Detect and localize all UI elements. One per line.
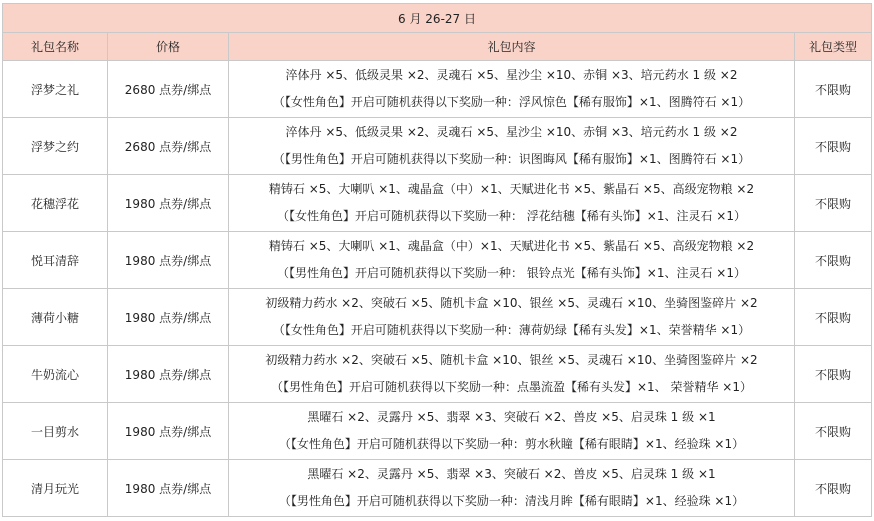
pack-type-cell: 不限购 bbox=[795, 232, 872, 289]
pack-type-cell: 不限购 bbox=[795, 61, 872, 118]
pack-type-cell: 不限购 bbox=[795, 346, 872, 403]
pack-name-cell: 一目剪水 bbox=[3, 403, 108, 460]
content-line-items: 精铸石 ×5、大喇叭 ×1、魂晶盒（中）×1、天赋进化书 ×5、紫晶石 ×5、高级宠物粮 ×2 bbox=[268, 182, 755, 196]
content-line-items: 淬体丹 ×5、低级灵果 ×2、灵魂石 ×5、星沙尘 ×10、赤铜 ×3、培元药水 1 级 ×2 bbox=[285, 68, 738, 82]
content-line-items: 黑曜石 ×2、灵露丹 ×5、翡翠 ×3、突破石 ×2、兽皮 ×5、启灵珠 1 级 ×1 bbox=[307, 467, 716, 481]
content-line-items: 黑曜石 ×2、灵露丹 ×5、翡翠 ×3、突破石 ×2、兽皮 ×5、启灵珠 1 级 ×1 bbox=[307, 410, 716, 424]
table-row bbox=[3, 175, 872, 232]
date-title: 6 月 26-27 日 bbox=[3, 4, 872, 33]
pack-content-cell bbox=[229, 118, 795, 175]
table-row bbox=[3, 460, 872, 517]
pack-type-cell: 不限购 bbox=[795, 460, 872, 517]
table-row bbox=[3, 232, 872, 289]
pack-name-cell: 浮梦之礼 bbox=[3, 61, 108, 118]
pack-content-cell bbox=[229, 61, 795, 118]
table-row bbox=[3, 346, 872, 403]
pack-name-cell: 花穗浮花 bbox=[3, 175, 108, 232]
pack-content-cell bbox=[229, 346, 795, 403]
pack-content-cell bbox=[229, 232, 795, 289]
header-pack-content: 礼包内容 bbox=[229, 33, 795, 61]
pack-content-cell bbox=[229, 460, 795, 517]
price-cell: 1980 点券/绑点 bbox=[108, 460, 229, 517]
header-row bbox=[3, 33, 872, 61]
gift-pack-table bbox=[2, 3, 872, 517]
header-pack-name: 礼包名称 bbox=[3, 33, 108, 61]
price-cell: 1980 点券/绑点 bbox=[108, 289, 229, 346]
price-cell: 2680 点券/绑点 bbox=[108, 118, 229, 175]
content-line-items: 精铸石 ×5、大喇叭 ×1、魂晶盒（中）×1、天赋进化书 ×5、紫晶石 ×5、高级宠物粮 ×2 bbox=[268, 239, 755, 253]
table-row bbox=[3, 61, 872, 118]
pack-type-cell: 不限购 bbox=[795, 175, 872, 232]
pack-name-cell: 浮梦之约 bbox=[3, 118, 108, 175]
pack-content-cell bbox=[229, 289, 795, 346]
header-pack-type: 礼包类型 bbox=[795, 33, 872, 61]
pack-content-cell bbox=[229, 403, 795, 460]
price-cell: 1980 点券/绑点 bbox=[108, 403, 229, 460]
table-row bbox=[3, 118, 872, 175]
price-cell: 1980 点券/绑点 bbox=[108, 232, 229, 289]
content-line-items: 初级精力药水 ×2、突破石 ×5、随机卡盒 ×10、银丝 ×5、灵魂石 ×10、坐骑图鉴碎片 ×2 bbox=[265, 296, 758, 310]
content-line-random-reward: （【女性角色】开启可随机获得以下奖励一种： 浮花结穗【稀有头饰】×1、注灵石 ×1） bbox=[276, 209, 746, 223]
content-line-items: 淬体丹 ×5、低级灵果 ×2、灵魂石 ×5、星沙尘 ×10、赤铜 ×3、培元药水 1 级 ×2 bbox=[285, 125, 738, 139]
content-line-items: 初级精力药水 ×2、突破石 ×5、随机卡盒 ×10、银丝 ×5、灵魂石 ×10、坐骑图鉴碎片 ×2 bbox=[265, 353, 758, 367]
price-cell: 1980 点券/绑点 bbox=[108, 346, 229, 403]
pack-content-cell bbox=[229, 175, 795, 232]
content-line-random-reward: （【男性角色】开启可随机获得以下奖励一种：清浅月眸【稀有眼睛】×1、经验珠 ×1） bbox=[278, 494, 745, 508]
price-cell: 2680 点券/绑点 bbox=[108, 61, 229, 118]
content-line-random-reward: （【女性角色】开启可随机获得以下奖励一种：薄荷奶绿【稀有头发】×1、荣誉精华 ×1） bbox=[272, 323, 751, 337]
table-body bbox=[3, 61, 872, 517]
pack-name-cell: 清月玩光 bbox=[3, 460, 108, 517]
pack-type-cell: 不限购 bbox=[795, 289, 872, 346]
header-price: 价格 bbox=[108, 33, 229, 61]
content-line-random-reward: （【女性角色】开启可随机获得以下奖励一种：剪水秋瞳【稀有眼睛】×1、经验珠 ×1） bbox=[278, 437, 745, 451]
pack-name-cell: 悦耳清辞 bbox=[3, 232, 108, 289]
table-row bbox=[3, 289, 872, 346]
content-line-random-reward: （【男性角色】开启可随机获得以下奖励一种：识图晦风【稀有服饰】×1、图腾符石 ×1） bbox=[272, 152, 751, 166]
date-row bbox=[3, 4, 872, 33]
content-line-random-reward: （【男性角色】开启可随机获得以下奖励一种： 银铃点光【稀有头饰】×1、注灵石 ×1） bbox=[276, 266, 746, 280]
table-row bbox=[3, 403, 872, 460]
pack-name-cell: 牛奶流心 bbox=[3, 346, 108, 403]
content-line-random-reward: （【男性角色】开启可随机获得以下奖励一种：点墨流盈【稀有头发】×1、 荣誉精华 ×1） bbox=[270, 380, 752, 394]
pack-name-cell: 薄荷小糖 bbox=[3, 289, 108, 346]
pack-type-cell: 不限购 bbox=[795, 403, 872, 460]
pack-type-cell: 不限购 bbox=[795, 118, 872, 175]
price-cell: 1980 点券/绑点 bbox=[108, 175, 229, 232]
content-line-random-reward: （【女性角色】开启可随机获得以下奖励一种：浮风惊色【稀有服饰】×1、图腾符石 ×1） bbox=[272, 95, 751, 109]
